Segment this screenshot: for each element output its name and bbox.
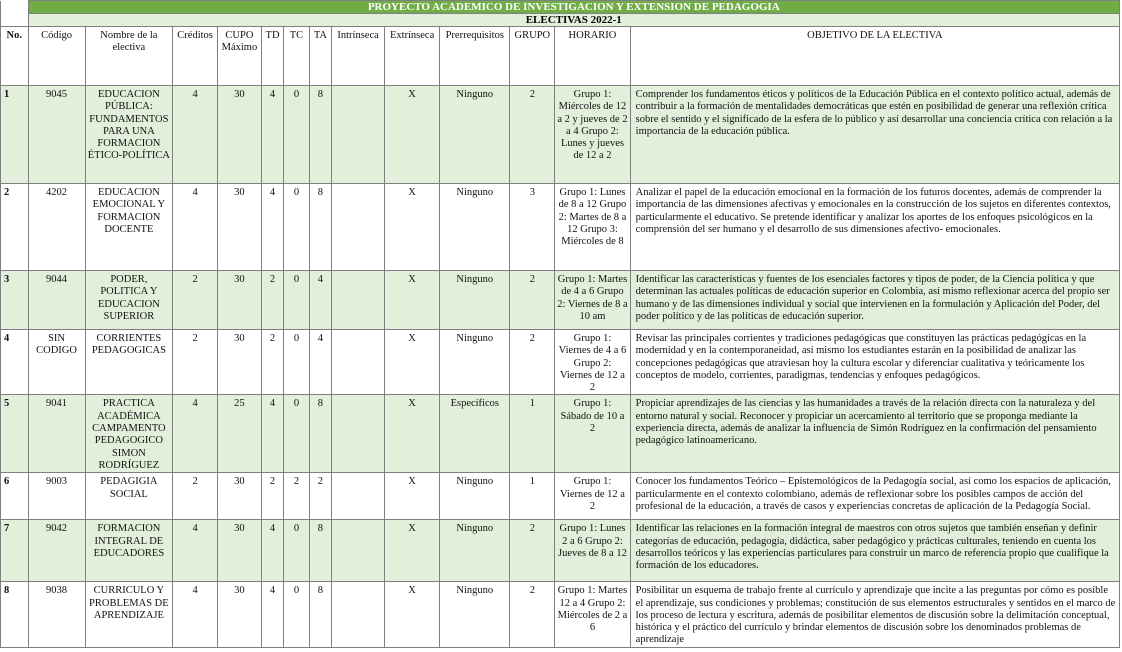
cell-td: 2 [261,473,283,520]
col-header-td: TD [261,27,283,86]
cell-tc: 2 [284,473,309,520]
cell-creditos: 4 [173,582,218,648]
cell-grupo: 3 [510,184,555,271]
cell-prerrequisitos: Ninguno [440,582,510,648]
cell-extrinseca: X [385,395,440,473]
cell-intrinseca [332,86,385,184]
cell-horario: Grupo 1: Miércoles de 12 a 2 y jueves de 2 a 4 Grupo 2: Lunes y jueves de 12 a 2 [555,86,630,184]
cell-grupo: 1 [510,395,555,473]
cell-cupo: 30 [218,330,262,395]
cell-codigo: 4202 [28,184,85,271]
cell-tc: 0 [284,395,309,473]
cell-ta: 4 [309,330,331,395]
col-header-codigo: Código [28,27,85,86]
cell-cupo: 30 [218,520,262,582]
cell-grupo: 1 [510,473,555,520]
cell-creditos: 2 [173,271,218,330]
cell-objetivo: Conocer los fundamentos Teórico – Epistemológicos de la Pedagogía social, así como los espacios de aplicación, particularmente en el contexto colombiano, además de reflexionar sobre los posibles campos de acción del profesional de la educación, a través de casos y experiencias concretas de aplicación de la Pedagogía Social. [630,473,1119,520]
col-header-cupo: CUPO Máximo [218,27,262,86]
cell-nombre: EDUCACION EMOCIONAL Y FORMACION DOCENTE [85,184,173,271]
page-title: PROYECTO ACADEMICO DE INVESTIGACION Y EXTENSION DE PEDAGOGIA [28,1,1120,14]
table-row [1,271,1120,330]
title-row [1,1,1120,14]
cell-tc: 0 [284,582,309,648]
col-header-grupo: GRUPO [510,27,555,86]
cell-extrinseca: X [385,582,440,648]
cell-intrinseca [332,271,385,330]
cell-intrinseca [332,330,385,395]
cell-objetivo: Analizar el papel de la educación emocional en la formación de los futuros docentes, además de comprender la importancia de las dimensiones afectivas y emocionales en la construcción de los sujetos en diferentes contextos, particularmente el educativo. Se pretende identificar y analizar los aportes de los enfoques psicológicos en la comprensión del ser humano y el desarrollo de sus dimensiones afectivo- emocionales. [630,184,1119,271]
col-header-horario: HORARIO [555,27,630,86]
cell-intrinseca [332,520,385,582]
cell-prerrequisitos: Ninguno [440,473,510,520]
row-number: 7 [1,520,29,582]
cell-objetivo: Revisar las principales corrientes y tradiciones pedagógicas que constituyen las prácticas pedagógicas en la modernidad y en la contemporaneidad, así mismo los estudiantes estarán en la posibilidad de analizar las concepciones pedagógicas que atraviesan hoy la cultura escolar y diferenciar cualitativa y teóricamente los conceptos de modelo, corrientes, paradigmas, tendencias y enfoques pedagógicos. [630,330,1119,395]
cell-creditos: 2 [173,473,218,520]
cell-nombre: EDUCACION PÚBLICA: FUNDAMENTOS PARA UNA FORMACION ÉTICO-POLÍTICA [85,86,173,184]
cell-codigo: 9044 [28,271,85,330]
cell-codigo: 9042 [28,520,85,582]
col-header-prerrequisitos: Prerrequisitos [440,27,510,86]
cell-tc: 0 [284,184,309,271]
table-row [1,184,1120,271]
cell-horario: Grupo 1: Martes de 4 a 6 Grupo 2: Viernes de 8 a 10 am [555,271,630,330]
cell-horario: Grupo 1: Viernes de 12 a 2 [555,473,630,520]
cell-ta: 8 [309,395,331,473]
cell-prerrequisitos: Ninguno [440,271,510,330]
cell-prerrequisitos: Ninguno [440,330,510,395]
cell-prerrequisitos: Ninguno [440,184,510,271]
cell-creditos: 4 [173,86,218,184]
header-row [1,27,1120,86]
cell-nombre: PEDAGIGIA SOCIAL [85,473,173,520]
col-header-objetivo: OBJETIVO DE LA ELECTIVA [630,27,1119,86]
cell-objetivo: Identificar las características y fuentes de los esenciales factores y tipos de poder, de la Ciencia política y que determinan las actuales políticas de educación superior en Colombia, así mismo reflexionar acerca del propio ser humano y de las dimensiones individual y social que intervienen en la formulación y Aplicación del Poder, del poder político y de las políticas de educación superior. [630,271,1119,330]
cell-ta: 8 [309,184,331,271]
cell-tc: 0 [284,271,309,330]
cell-objetivo: Identificar las relaciones en la formación integral de maestros con otros sujetos que también enseñan y definir categorías de educación, pedagogía, didáctica, saber pedagógico y prácticas culturales, teniendo en cuenta los desarrollos teóricos y las experiencias particulares para construir un marco de referencia propio que cualifique la formación de los educadores. [630,520,1119,582]
row-number: 4 [1,330,29,395]
cell-nombre: CORRIENTES PEDAGOGICAS [85,330,173,395]
table-row [1,395,1120,473]
page-subtitle: ELECTIVAS 2022-1 [28,14,1120,27]
row-number: 8 [1,582,29,648]
row-number: 6 [1,473,29,520]
cell-extrinseca: X [385,520,440,582]
cell-td: 2 [261,271,283,330]
cell-ta: 2 [309,473,331,520]
corner-cell [1,14,29,27]
cell-intrinseca [332,184,385,271]
cell-td: 4 [261,86,283,184]
cell-extrinseca: X [385,473,440,520]
col-header-nombre: Nombre de la electiva [85,27,173,86]
cell-cupo: 25 [218,395,262,473]
table-row [1,330,1120,395]
col-header-intrinseca: Intrínseca [332,27,385,86]
row-number: 2 [1,184,29,271]
cell-cupo: 30 [218,184,262,271]
cell-extrinseca: X [385,86,440,184]
cell-horario: Grupo 1: Lunes de 8 a 12 Grupo 2: Martes de 8 a 12 Grupo 3: Miércoles de 8 [555,184,630,271]
cell-nombre: PODER, POLITICA Y EDUCACION SUPERIOR [85,271,173,330]
cell-td: 4 [261,395,283,473]
cell-codigo: SIN CODIGO [28,330,85,395]
cell-creditos: 2 [173,330,218,395]
cell-td: 4 [261,520,283,582]
cell-cupo: 30 [218,582,262,648]
cell-horario: Grupo 1: Viernes de 4 a 6 Grupo 2: Viernes de 12 a 2 [555,330,630,395]
col-header-no: No. [1,27,29,86]
cell-grupo: 2 [510,330,555,395]
cell-extrinseca: X [385,271,440,330]
row-number: 3 [1,271,29,330]
cell-grupo: 2 [510,271,555,330]
col-header-ta: TA [309,27,331,86]
cell-codigo: 9003 [28,473,85,520]
cell-extrinseca: X [385,184,440,271]
cell-objetivo: Posibilitar un esquema de trabajo frente al currículo y aprendizaje que incite a las preguntas por cómo es posible el aprendizaje, sus condiciones y problemas; constitución de sus elementos estructurales y sentidos en el marco de los proceso de lectura y escritura, además de posibilitar elementos de discusión sobre la delimitación conceptual, histórica y el práctico del currículo y brindar elementos de discusión sobre los denominados problemas de aprendizaje [630,582,1119,648]
corner-cell [1,1,29,14]
cell-grupo: 2 [510,86,555,184]
cell-tc: 0 [284,520,309,582]
cell-td: 4 [261,184,283,271]
cell-nombre: PRACTICA ACADÉMICA CAMPAMENTO PEDAGOGICO SIMON RODRÍGUEZ [85,395,173,473]
cell-nombre: FORMACION INTEGRAL DE EDUCADORES [85,520,173,582]
cell-ta: 8 [309,582,331,648]
cell-td: 2 [261,330,283,395]
cell-tc: 0 [284,330,309,395]
cell-objetivo: Propiciar aprendizajes de las ciencias y las humanidades a través de la relación directa con la naturaleza y del entorno natural y social. Reconocer y propiciar un acercamiento al territorio que se proponga mediante la experiencia directa, además de analizar la influencia de Simón Rodríguez en la confirmación del pensamiento pedagógico latinoamericano. [630,395,1119,473]
cell-creditos: 4 [173,395,218,473]
table-row [1,86,1120,184]
cell-grupo: 2 [510,582,555,648]
subtitle-row [1,14,1120,27]
cell-cupo: 30 [218,86,262,184]
cell-ta: 8 [309,86,331,184]
cell-cupo: 30 [218,271,262,330]
cell-ta: 8 [309,520,331,582]
cell-objetivo: Comprender los fundamentos éticos y políticos de la Educación Pública en el contexto político actual, además de contribuir a la formación de mentalidades democráticas que estén en posibilidad de generar una reflexión crítica sobre el sentido y el significado de la esfera de lo público y así desarrollar una conciencia crítica con relación a la importancia de la educación pública. [630,86,1119,184]
col-header-tc: TC [284,27,309,86]
row-number: 5 [1,395,29,473]
row-number: 1 [1,86,29,184]
cell-intrinseca [332,395,385,473]
cell-prerrequisitos: Específicos [440,395,510,473]
cell-tc: 0 [284,86,309,184]
cell-intrinseca [332,473,385,520]
col-header-extrinseca: Extrínseca [385,27,440,86]
cell-td: 4 [261,582,283,648]
cell-horario: Grupo 1: Sábado de 10 a 2 [555,395,630,473]
table-row [1,582,1120,648]
cell-cupo: 30 [218,473,262,520]
cell-horario: Grupo 1: Martes 12 a 4 Grupo 2: Miércoles de 2 a 6 [555,582,630,648]
cell-ta: 4 [309,271,331,330]
cell-creditos: 4 [173,520,218,582]
col-header-creditos: Créditos [173,27,218,86]
cell-codigo: 9045 [28,86,85,184]
cell-creditos: 4 [173,184,218,271]
cell-grupo: 2 [510,520,555,582]
cell-codigo: 9041 [28,395,85,473]
cell-prerrequisitos: Ninguno [440,86,510,184]
cell-nombre: CURRICULO Y PROBLEMAS DE APRENDIZAJE [85,582,173,648]
cell-prerrequisitos: Ninguno [440,520,510,582]
cell-intrinseca [332,582,385,648]
cell-extrinseca: X [385,330,440,395]
cell-horario: Grupo 1: Lunes 2 a 6 Grupo 2: Jueves de 8 a 12 [555,520,630,582]
cell-codigo: 9038 [28,582,85,648]
table-row [1,520,1120,582]
table-row [1,473,1120,520]
